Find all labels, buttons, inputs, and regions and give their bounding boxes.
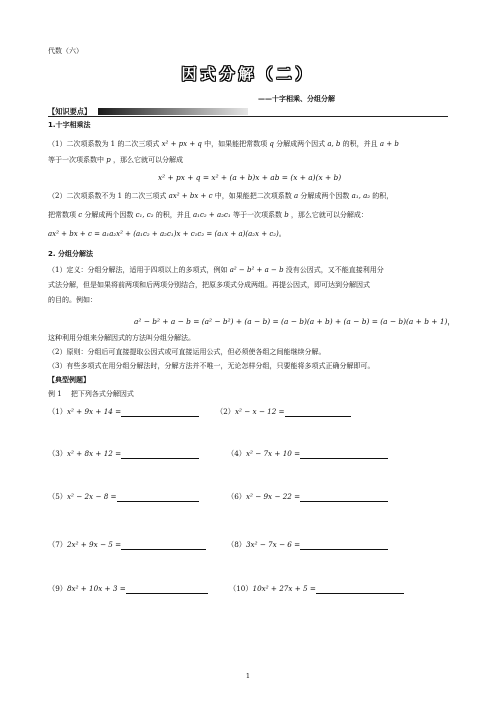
group-def-line2: 式法分解，但是如果将前两项和后两项分别结合，把原多项式分成两组。再提公因式，即可达到分解因式 [48, 281, 370, 289]
exercise-number: （8） [227, 540, 246, 549]
text: 的积，并且 [155, 211, 191, 219]
exercise-expr: 8x² + 10x + 3 = [66, 584, 126, 593]
text: 把常数项 [48, 211, 76, 219]
cross-p2-line2 [48, 211, 368, 220]
group-note: （3）有些多项式在用分组分解法时，分解方法并不唯一，无论怎样分组，只要能将多项式正确分解即可。 [48, 362, 375, 370]
exercise-number: （6） [227, 492, 246, 501]
exercise-number: （7） [48, 540, 67, 549]
page-number: 1 [245, 672, 251, 680]
group-principle: （2）原则：分组后可直接提取公因式或可直接运用公式，但必须使各组之间能继续分解。 [48, 348, 326, 356]
text: 分解成两个因数 [84, 211, 134, 219]
group-def-line4: 这种利用分组来分解因式的方法叫分组分解法。 [48, 334, 195, 342]
math-expr: x² + px + q [161, 140, 202, 148]
exercise-4 [227, 449, 388, 459]
text: 没有公因式，又不能直接利用分 [285, 266, 384, 274]
math-expr: a² − b² + a − b [229, 266, 284, 274]
cross-p1-line1 [48, 140, 399, 149]
exercise-number: （10） [229, 584, 253, 593]
text: 分解成两个因数 [300, 192, 350, 200]
exercise-expr: x² − 9x − 22 = [245, 492, 301, 501]
math-expr: a₁, a₂ [351, 192, 371, 200]
exercise-number: （4） [227, 449, 246, 458]
exercise-number: （2） [216, 407, 235, 416]
page-subtitle: ——十字相乘、分组分解 [258, 94, 335, 103]
answer-blank[interactable] [300, 450, 388, 459]
exercise-8 [227, 540, 388, 550]
answer-blank[interactable] [300, 541, 388, 550]
exercise-expr: 3x² − 7x − 6 = [245, 540, 301, 549]
math-expr: p [106, 156, 111, 164]
exercise-expr: x² − 7x + 10 = [245, 449, 301, 458]
exercise-number: （3） [48, 449, 67, 458]
text: 中，如果能把常数项 [204, 140, 268, 148]
exercise-expr: x² − 2x − 8 = [66, 492, 117, 501]
text: 等于一次项系数 [232, 211, 282, 219]
math-expr: a, b [327, 140, 341, 148]
exercise-number: （1） [48, 407, 67, 416]
exercise-3 [48, 449, 199, 459]
text: 的积， [372, 192, 394, 200]
exercise-2 [216, 407, 351, 417]
header-topic: 代数（六） [48, 47, 83, 55]
exercise-5 [48, 492, 199, 502]
text: （2）二次项系数不为 1 的二次三项式 [48, 192, 167, 200]
exercise-number: （9） [48, 584, 67, 593]
group-heading: 2. 分组分解法 [48, 250, 93, 258]
cross-p2-line1 [48, 192, 393, 201]
text: （1）定义：分组分解法，适用于四项以上的多项式，例如 [48, 266, 228, 274]
group-formula [134, 316, 455, 327]
math-expr: ax² + bx + c [168, 192, 213, 200]
text: ， [447, 317, 455, 326]
answer-blank[interactable] [126, 585, 208, 594]
exercise-expr: x² − x − 12 = [234, 407, 285, 416]
text: 中，如果能把二次项系数 [214, 192, 292, 200]
exercise-expr: 2x² + 9x − 5 = [66, 540, 122, 549]
exercise-expr: x² + 9x + 14 = [66, 407, 122, 416]
math-expr: b [284, 211, 289, 219]
text: 的积，并且 [342, 140, 378, 148]
math-expr: a₁c₂ + a₂c₁ [193, 211, 231, 219]
text: ，那么它就可以分解成 [112, 156, 183, 164]
answer-blank[interactable] [285, 408, 351, 417]
text: 等于一次项系数中 [48, 156, 104, 164]
math-expr: q [269, 140, 274, 148]
knowledge-section-label: 【知识要点】 [48, 107, 92, 116]
answer-blank[interactable] [316, 585, 404, 594]
math-expr: a [293, 192, 299, 200]
math-expr: c [78, 211, 83, 219]
group-def-line1 [48, 266, 384, 275]
answer-blank[interactable] [121, 450, 199, 459]
exercise-expr: 10x² + 27x + 5 = [252, 584, 316, 593]
text: 分解成两个因式 [276, 140, 326, 148]
exercise-expr: x² + 8x + 12 = [66, 449, 122, 458]
exercise-6 [227, 492, 388, 502]
group-formula-expr: a² − b² + a − b = (a² − b²) + (a − b) = (a − b)(a + b) + (a − b) = (a − b)(a + b + 1) [134, 317, 448, 326]
exercise-9 [48, 584, 208, 594]
answer-blank[interactable] [121, 408, 199, 417]
example-1-label: 例 1 把下列各式分解因式 [48, 390, 134, 398]
cross-p1-line2 [48, 156, 183, 165]
math-expr: a + b [379, 140, 399, 148]
answer-blank[interactable] [300, 493, 388, 502]
cross-formula-2: ax² + bx + c = a₁a₂x² + (a₁c₂ + a₂c₁)x + c₁c₂ = (a₁x + a)(a₂x + c₂) [48, 230, 279, 238]
text: 。 [278, 230, 286, 238]
examples-section-label: 【典型例题】 [48, 376, 90, 384]
answer-blank[interactable] [121, 541, 206, 550]
answer-blank[interactable] [117, 493, 199, 502]
cross-formula-1: x² + px + q = x² + (a + b)x + ab = (x + a)(x + b) [158, 173, 342, 182]
exercise-1 [48, 407, 199, 417]
section-divider [48, 116, 448, 117]
exercise-10 [229, 584, 404, 594]
page-title: 因式分解（二） [181, 65, 315, 83]
cross-heading: 1.十字相乘法 [48, 121, 91, 129]
text: ，那么它就可以分解成： [290, 211, 368, 219]
group-def-line3: 的目的。例如： [48, 296, 97, 304]
math-expr: c₁, c₂ [135, 211, 154, 219]
exercise-number: （5） [48, 492, 67, 501]
section-decor-bar [98, 108, 248, 115]
exercise-7 [48, 540, 206, 550]
text: （1）二次项系数为 1 的二次三项式 [48, 140, 160, 148]
knowledge-section-header [48, 107, 448, 116]
cross-formula-2-line [48, 230, 286, 239]
